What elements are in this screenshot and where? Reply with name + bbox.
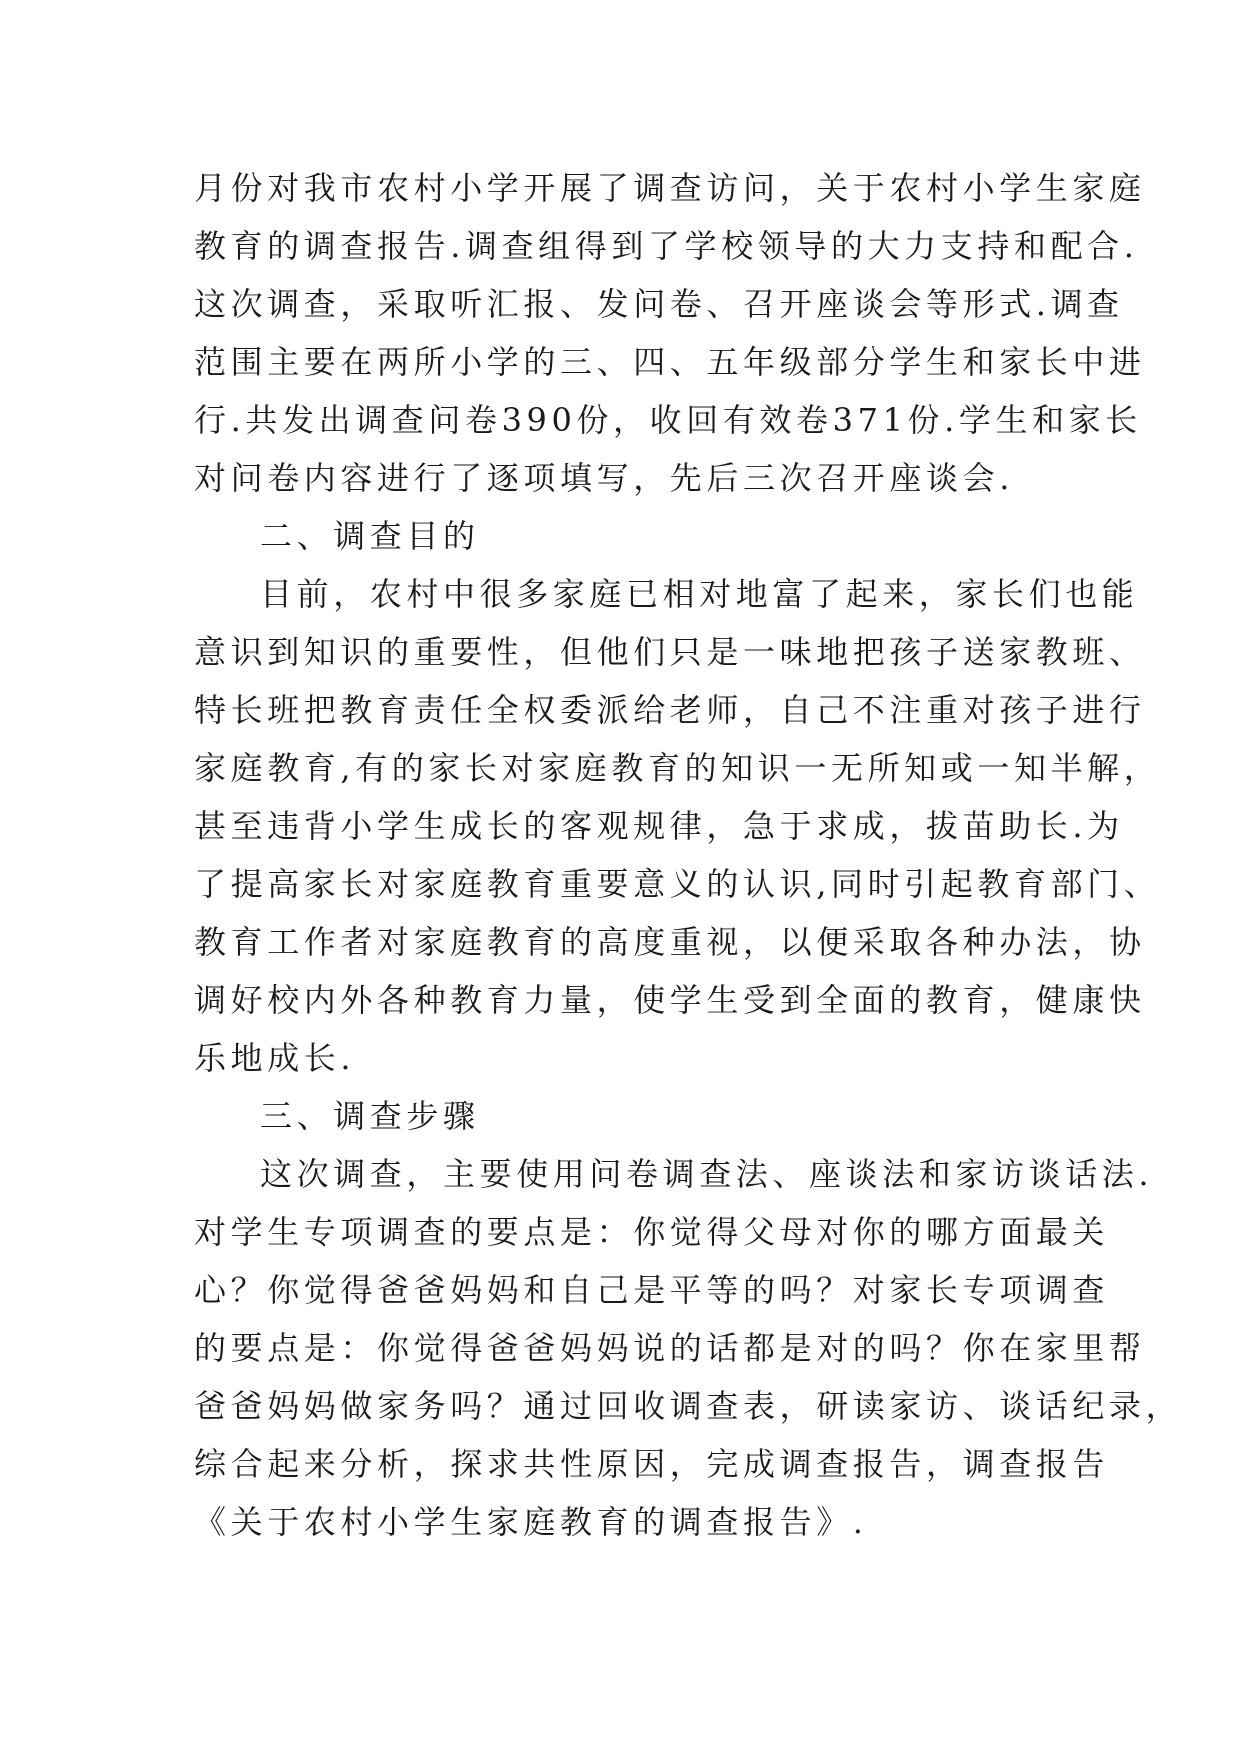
body-line: 意识到知识的重要性，但他们只是一味地把孩子送家教班、 bbox=[194, 633, 1146, 671]
body-line: 这次调查，主要使用问卷调查法、座谈法和家访谈话法. bbox=[260, 1155, 1154, 1193]
body-line: 《关于农村小学生家庭教育的调查报告》. bbox=[194, 1503, 868, 1541]
body-line: 的要点是：你觉得爸爸妈妈说的话都是对的吗？你在家里帮 bbox=[194, 1329, 1146, 1367]
body-line: 心？你觉得爸爸妈妈和自己是平等的吗？对家长专项调查 bbox=[194, 1271, 1110, 1309]
body-line: 目前，农村中很多家庭已相对地富了起来，家长们也能 bbox=[260, 575, 1139, 613]
body-line: 这次调查，采取听汇报、发问卷、召开座谈会等形式.调查 bbox=[194, 285, 1124, 323]
body-line: 综合起来分析，探求共性原因，完成调查报告，调查报告 bbox=[194, 1445, 1110, 1483]
body-line: 了提高家长对家庭教育重要意义的认识,同时引起教育部门、 bbox=[194, 865, 1161, 903]
body-line: 范围主要在两所小学的三、四、五年级部分学生和家长中进 bbox=[194, 343, 1146, 381]
body-line: 家庭教育,有的家长对家庭教育的知识一无所知或一知半解， bbox=[194, 749, 1161, 787]
document-body bbox=[194, 159, 1183, 1551]
body-line: 甚至违背小学生成长的客观规律，急于求成，拔苗助长.为 bbox=[194, 807, 1124, 845]
body-line: 对问卷内容进行了逐项填写，先后三次召开座谈会. bbox=[194, 459, 1014, 497]
body-line: 爸爸妈妈做家务吗？通过回收调查表，研读家访、谈话纪录， bbox=[194, 1387, 1183, 1425]
body-line: 特长班把教育责任全权委派给老师，自己不注重对孩子进行 bbox=[194, 691, 1146, 729]
body-line: 调好校内外各种教育力量，使学生受到全面的教育，健康快 bbox=[194, 981, 1146, 1019]
body-line: 对学生专项调查的要点是：你觉得父母对你的哪方面最关 bbox=[194, 1213, 1110, 1251]
body-line: 教育工作者对家庭教育的高度重视，以便采取各种办法，协 bbox=[194, 923, 1146, 961]
body-line: 教育的调查报告.调查组得到了学校领导的大力支持和配合. bbox=[194, 227, 1139, 265]
body-line: 行.共发出调查问卷390份，收回有效卷371份.学生和家长 bbox=[194, 401, 1142, 439]
body-line: 月份对我市农村小学开展了调查访问，关于农村小学生家庭 bbox=[194, 169, 1146, 207]
body-line: 乐地成长. bbox=[194, 1039, 356, 1077]
section-heading-purpose: 二、调查目的 bbox=[260, 517, 480, 555]
section-heading-steps: 三、调查步骤 bbox=[260, 1097, 480, 1135]
